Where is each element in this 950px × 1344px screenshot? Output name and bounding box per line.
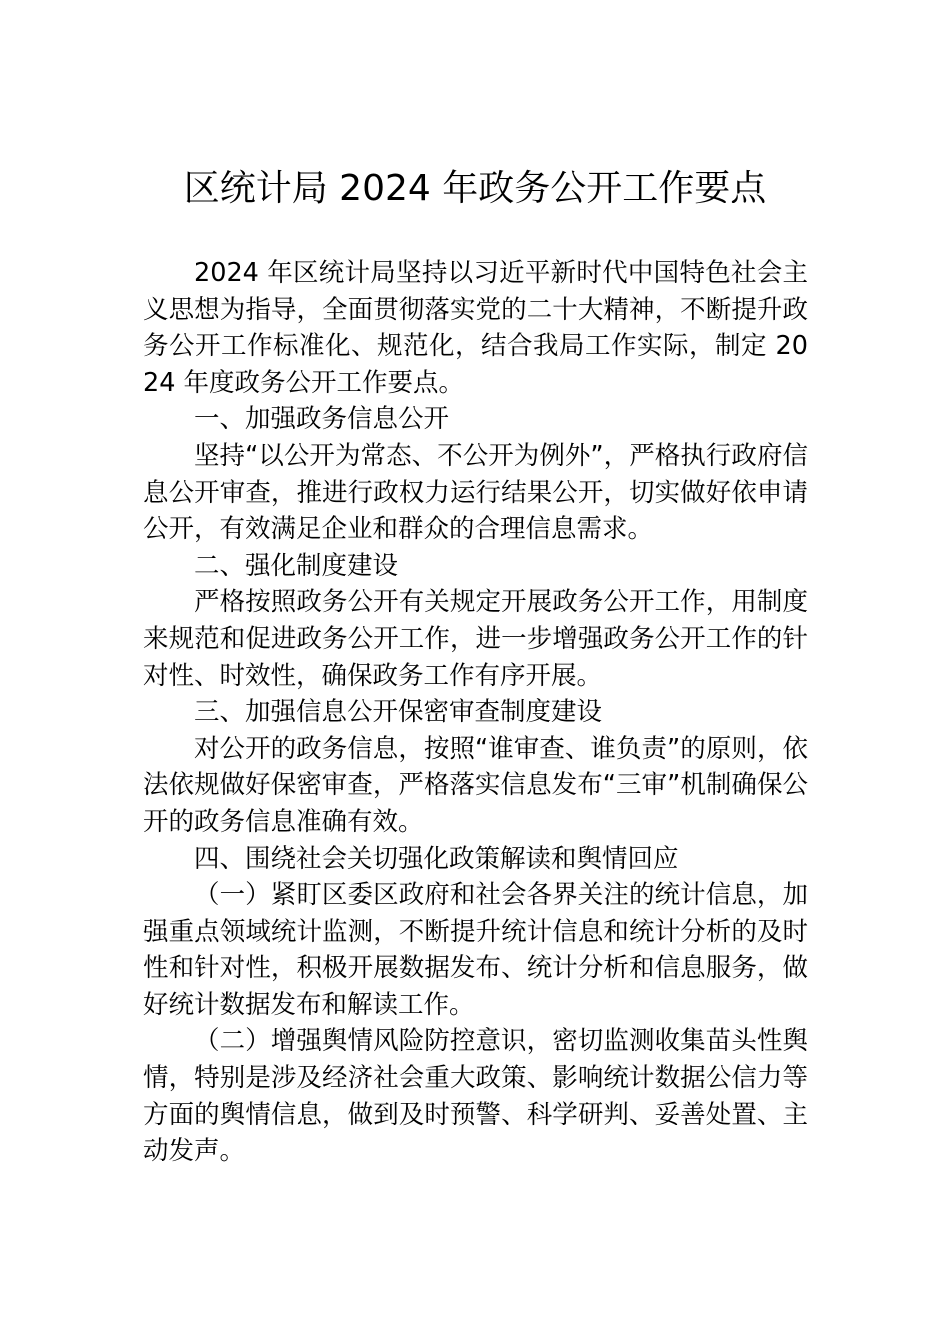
section-paragraph-1: 坚持“以公开为常态、不公开为例外”，严格执行政府信息公开审查，推进行政权力运行结果公开，切实做好依申请公开，有效满足企业和群众的合理信息需求。 (143, 440, 808, 545)
section-heading-2: 二、强化制度建设 (194, 550, 399, 581)
section-heading-3: 三、加强信息公开保密审查制度建设 (194, 697, 603, 728)
section-paragraph-4-1: （一）紧盯区委区政府和社会各界关注的统计信息，加强重点领域统计监测，不断提升统计信息和统计分析的及时性和针对性，积极开展数据发布、统计分析和信息服务，做好统计数据发布和解读工作。 (143, 880, 808, 1020)
intro-paragraph: 2024 年区统计局坚持以习近平新时代中国特色社会主义思想为指导，全面贯彻落实党的二十大精神，不断提升政务公开工作标准化、规范化，结合我局工作实际，制定 2024 年度政务公开工作要点。 (143, 258, 808, 398)
section-paragraph-4-2: （二）增强舆情风险防控意识，密切监测收集苗头性舆情，特别是涉及经济社会重大政策、影响统计数据公信力等方面的舆情信息，做到及时预警、科学研判、妥善处置、主动发声。 (143, 1026, 808, 1167)
section-heading-1: 一、加强政务信息公开 (194, 404, 450, 435)
section-heading-4: 四、围绕社会关切强化政策解读和舆情回应 (194, 843, 679, 874)
section-paragraph-3: 对公开的政务信息，按照“谁审查、谁负责”的原则，依法依规做好保密审查，严格落实信息发布“三审”机制确保公开的政务信息准确有效。 (143, 733, 808, 837)
document-body (143, 255, 808, 1170)
document-title: 区统计局 2024 年政务公开工作要点 (183, 168, 767, 209)
section-paragraph-2: 严格按照政务公开有关规定开展政务公开工作，用制度来规范和促进政务公开工作，进一步增强政务公开工作的针对性、时效性，确保政务工作有序开展。 (143, 587, 808, 691)
